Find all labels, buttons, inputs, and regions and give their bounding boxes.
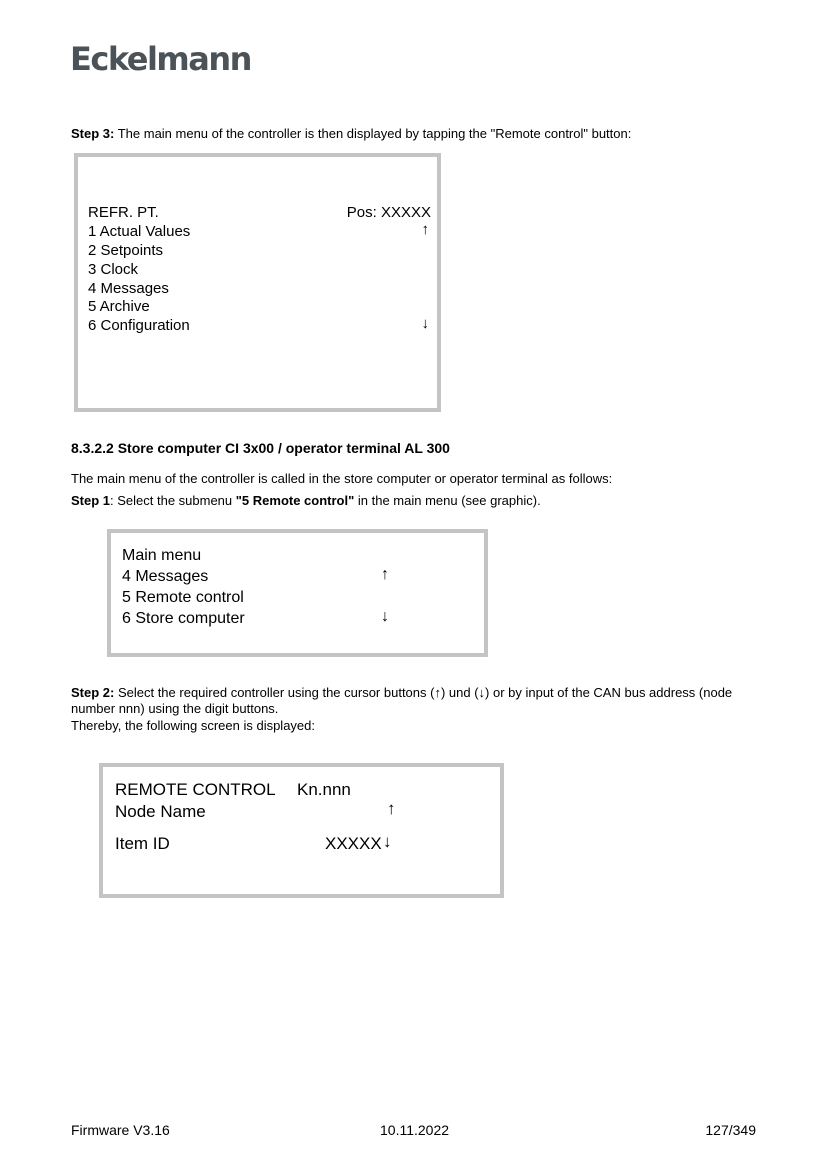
- item-id-label: Item ID: [115, 834, 170, 853]
- footer-page-number: 127/349: [705, 1122, 756, 1138]
- scroll-up-arrow-icon: ↑: [387, 799, 396, 818]
- scroll-down-arrow-icon: ↓: [421, 315, 429, 332]
- step3-label: Step 3:: [71, 126, 115, 141]
- scroll-down-arrow-icon: ↓: [383, 832, 392, 851]
- step2-paragraph: [71, 685, 761, 717]
- main-menu-screen: [107, 529, 488, 657]
- menu-item-archive[interactable]: 5 Archive: [88, 298, 150, 315]
- step1-pre: : Select the submenu: [110, 493, 236, 508]
- remote-control-screen: [74, 153, 441, 412]
- step2-text: Select the required controller using the cursor buttons (↑) und (↓) or by input of the CAN bus address (node number nnn) using the digit buttons.: [71, 685, 733, 716]
- node-name: Node Name: [115, 802, 206, 821]
- footer-firmware: Firmware V3.16: [71, 1122, 170, 1138]
- menu-item-store-computer[interactable]: 6 Store computer: [122, 610, 245, 627]
- step3-paragraph: [71, 126, 761, 142]
- section-heading: 8.3.2.2 Store computer CI 3x00 / operator terminal AL 300: [71, 440, 450, 456]
- menu-item-actual-values[interactable]: 1 Actual Values: [88, 223, 191, 240]
- scroll-down-arrow-icon: ↓: [381, 608, 389, 625]
- screen1-position: Pos: XXXXX: [346, 204, 431, 221]
- node-number: Kn.nnn: [297, 780, 351, 799]
- screen1-title: REFR. PT.: [88, 204, 159, 221]
- step3-text: The main menu of the controller is then displayed by tapping the "Remote control" button:: [114, 126, 632, 141]
- step1-label: Step 1: [71, 493, 111, 508]
- eckelmann-logo: Eckelmann: [70, 40, 251, 78]
- menu-item-messages[interactable]: 4 Messages: [122, 568, 209, 585]
- step1-paragraph: [71, 493, 761, 509]
- remote-control-node-screen: [99, 763, 504, 898]
- step2-label: Step 2:: [71, 685, 115, 700]
- main-menu-title: Main menu: [122, 547, 202, 564]
- scroll-up-arrow-icon: ↑: [381, 566, 389, 583]
- step1-post: in the main menu (see graphic).: [354, 493, 541, 508]
- menu-item-clock[interactable]: 3 Clock: [88, 261, 139, 278]
- menu-item-configuration[interactable]: 6 Configuration: [88, 317, 190, 334]
- menu-item-setpoints[interactable]: 2 Setpoints: [88, 242, 164, 259]
- step2-line2: Thereby, the following screen is displayed:: [71, 718, 315, 733]
- scroll-up-arrow-icon: ↑: [421, 221, 429, 238]
- menu-item-remote-control[interactable]: 5 Remote control: [122, 589, 244, 606]
- menu-item-messages[interactable]: 4 Messages: [88, 280, 169, 297]
- item-id-value: XXXXX: [325, 834, 382, 853]
- remote-control-title: REMOTE CONTROL: [115, 780, 276, 799]
- footer-date: 10.11.2022: [380, 1122, 450, 1138]
- step1-bold: "5 Remote control": [235, 493, 355, 508]
- intro-paragraph: The main menu of the controller is called in the store computer or operator terminal as follows:: [71, 471, 613, 486]
